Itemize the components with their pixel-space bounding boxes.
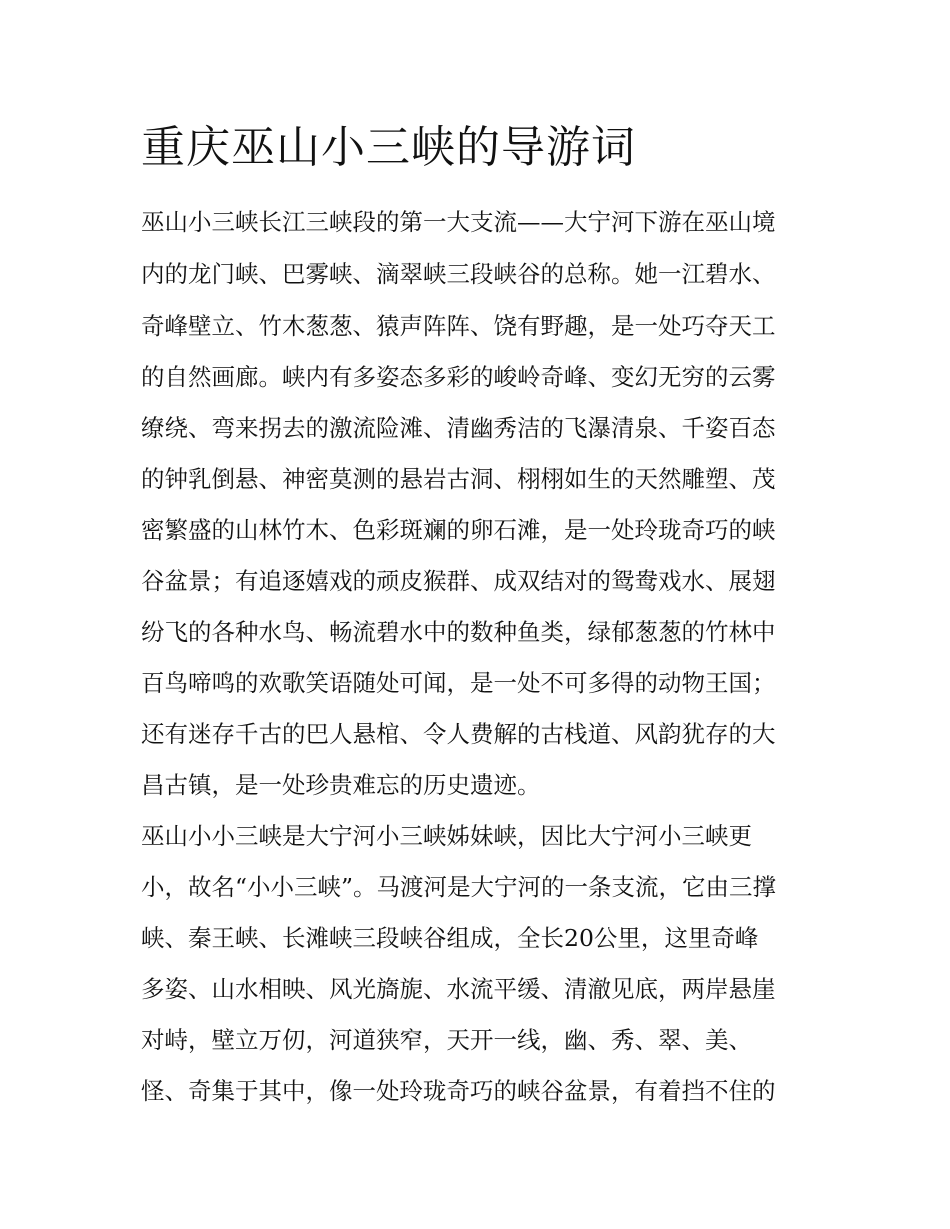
paragraph-line: 还有迷存千古的巴人悬棺、令人费解的古栈道、风韵犹存的大 — [141, 720, 776, 748]
paragraph-line: 谷盆景；有追逐嬉戏的顽皮猴群、成双结对的鸳鸯戏水、展翅 — [141, 567, 776, 595]
paragraph-line: 峡、秦王峡、长滩峡三段峡谷组成，全长20公里，这里奇峰 — [141, 924, 759, 952]
paragraph-line: 巫山小三峡长江三峡段的第一大支流——大宁河下游在巫山境 — [141, 208, 776, 236]
paragraph-line: 昌古镇，是一处珍贵难忘的历史遗迹。 — [141, 771, 541, 799]
paragraph-line: 缭绕、弯来拐去的激流险滩、清幽秀洁的飞瀑清泉、千姿百态 — [141, 414, 776, 442]
paragraph-line: 多姿、山水相映、风光旖旎、水流平缓、清澈见底，两岸悬崖 — [141, 975, 776, 1003]
paragraph-line: 百鸟啼鸣的欢歌笑语随处可闻，是一处不可多得的动物王国； — [141, 669, 776, 697]
paragraph-line: 的钟乳倒悬、神密莫测的悬岩古洞、栩栩如生的天然雕塑、茂 — [141, 465, 776, 493]
paragraph-line: 纷飞的各种水鸟、畅流碧水中的数种鱼类，绿郁葱葱的竹林中 — [141, 618, 776, 646]
paragraph-line: 对峙，壁立万仞，河道狭窄，天开一线，幽、秀、翠、美、 — [141, 1026, 752, 1054]
paragraph-line: 小，故名“小小三峡”。马渡河是大宁河的一条支流，它由三撑 — [141, 873, 777, 901]
paragraph-line: 巫山小小三峡是大宁河小三峡姊妹峡，因比大宁河小三峡更 — [141, 822, 752, 850]
paragraph-line: 的自然画廊。峡内有多姿态多彩的峻岭奇峰、变幻无穷的云雾 — [141, 363, 776, 391]
paragraph-line: 内的龙门峡、巴雾峡、滴翠峡三段峡谷的总称。她一江碧水、 — [141, 260, 776, 288]
paragraph-line: 奇峰壁立、竹木葱葱、猿声阵阵、饶有野趣，是一处巧夺天工 — [141, 312, 776, 340]
page-title: 重庆巫山小三峡的导游词 — [141, 122, 636, 173]
paragraph-line: 密繁盛的山林竹木、色彩斑斓的卵石滩，是一处玲珑奇巧的峡 — [141, 516, 776, 544]
paragraph-line: 怪、奇集于其中，像一处玲珑奇巧的峡谷盆景，有着挡不住的 — [141, 1077, 776, 1105]
